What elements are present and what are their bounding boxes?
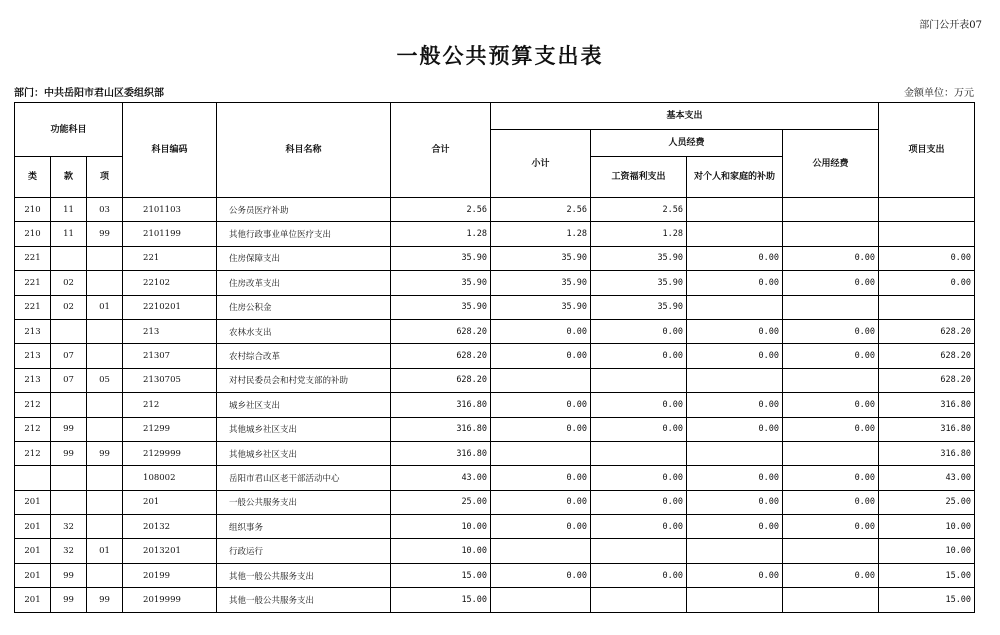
cell-total: 35.90	[391, 271, 491, 295]
cell-individual: 0.00	[687, 319, 783, 343]
cell-salary: 0.00	[591, 515, 687, 539]
cell-total: 43.00	[391, 466, 491, 490]
cell-public	[783, 368, 879, 392]
cell-subtotal: 2.56	[491, 198, 591, 222]
cell-name: 其他行政事业单位医疗支出	[217, 222, 391, 246]
cell-code: 21299	[123, 417, 217, 441]
cell-public: 0.00	[783, 271, 879, 295]
header-subject-code: 科目编码	[123, 103, 217, 198]
cell-kuan: 99	[51, 588, 87, 612]
cell-lei: 212	[15, 417, 51, 441]
cell-project: 43.00	[879, 466, 975, 490]
cell-kuan: 99	[51, 441, 87, 465]
cell-project: 25.00	[879, 490, 975, 514]
cell-code: 2129999	[123, 441, 217, 465]
table-row	[15, 539, 975, 563]
cell-lei: 210	[15, 198, 51, 222]
cell-subtotal	[491, 539, 591, 563]
cell-kuan: 99	[51, 417, 87, 441]
cell-kuan: 11	[51, 198, 87, 222]
cell-public	[783, 198, 879, 222]
cell-project: 628.20	[879, 344, 975, 368]
cell-individual	[687, 198, 783, 222]
cell-project: 15.00	[879, 563, 975, 587]
cell-kuan: 02	[51, 295, 87, 319]
cell-name: 对村民委员会和村党支部的补助	[217, 368, 391, 392]
cell-project: 316.80	[879, 441, 975, 465]
cell-xiang: 99	[87, 222, 123, 246]
cell-code: 2130705	[123, 368, 217, 392]
cell-kuan	[51, 246, 87, 270]
cell-individual: 0.00	[687, 417, 783, 441]
cell-subtotal: 0.00	[491, 344, 591, 368]
cell-salary	[591, 588, 687, 612]
cell-total: 10.00	[391, 539, 491, 563]
cell-lei: 201	[15, 539, 51, 563]
cell-salary: 35.90	[591, 271, 687, 295]
cell-kuan: 07	[51, 368, 87, 392]
cell-individual	[687, 441, 783, 465]
cell-subtotal: 0.00	[491, 563, 591, 587]
cell-subtotal	[491, 588, 591, 612]
cell-code: 21307	[123, 344, 217, 368]
cell-salary: 0.00	[591, 344, 687, 368]
cell-code: 212	[123, 393, 217, 417]
cell-code: 2013201	[123, 539, 217, 563]
cell-project: 0.00	[879, 246, 975, 270]
table-row	[15, 515, 975, 539]
cell-individual: 0.00	[687, 271, 783, 295]
cell-xiang	[87, 563, 123, 587]
table-row	[15, 344, 975, 368]
table-row	[15, 393, 975, 417]
cell-name: 岳阳市君山区老干部活动中心	[217, 466, 391, 490]
cell-lei: 210	[15, 222, 51, 246]
cell-subtotal: 0.00	[491, 490, 591, 514]
cell-salary: 0.00	[591, 490, 687, 514]
cell-salary: 35.90	[591, 246, 687, 270]
cell-total: 25.00	[391, 490, 491, 514]
cell-project	[879, 295, 975, 319]
cell-individual: 0.00	[687, 393, 783, 417]
header-total: 合计	[391, 103, 491, 198]
table-row	[15, 417, 975, 441]
table-row	[15, 563, 975, 587]
cell-kuan	[51, 490, 87, 514]
cell-subtotal	[491, 368, 591, 392]
cell-lei: 212	[15, 441, 51, 465]
cell-code: 108002	[123, 466, 217, 490]
cell-salary: 2.56	[591, 198, 687, 222]
header-lei: 类	[15, 157, 51, 198]
cell-code: 2210201	[123, 295, 217, 319]
cell-project: 10.00	[879, 515, 975, 539]
cell-subtotal: 0.00	[491, 417, 591, 441]
expenditure-table	[14, 102, 975, 613]
cell-xiang: 99	[87, 441, 123, 465]
cell-kuan: 11	[51, 222, 87, 246]
cell-individual	[687, 368, 783, 392]
cell-public	[783, 222, 879, 246]
cell-project: 316.80	[879, 393, 975, 417]
cell-name: 公务员医疗补助	[217, 198, 391, 222]
cell-code: 2101103	[123, 198, 217, 222]
page-title: 一般公共预算支出表	[396, 43, 604, 68]
cell-name: 农林水支出	[217, 319, 391, 343]
cell-project: 316.80	[879, 417, 975, 441]
cell-total: 316.80	[391, 393, 491, 417]
cell-total: 1.28	[391, 222, 491, 246]
header-func-subject: 功能科目	[15, 103, 123, 157]
cell-kuan	[51, 466, 87, 490]
cell-xiang: 05	[87, 368, 123, 392]
cell-name: 行政运行	[217, 539, 391, 563]
header-individual: 对个人和家庭的补助	[687, 157, 783, 198]
table-row	[15, 246, 975, 270]
cell-total: 2.56	[391, 198, 491, 222]
cell-xiang	[87, 246, 123, 270]
cell-salary: 0.00	[591, 393, 687, 417]
cell-subtotal: 0.00	[491, 319, 591, 343]
cell-total: 15.00	[391, 588, 491, 612]
cell-lei: 221	[15, 246, 51, 270]
cell-public: 0.00	[783, 515, 879, 539]
header-xiang: 项	[87, 157, 123, 198]
cell-xiang: 01	[87, 295, 123, 319]
cell-kuan: 99	[51, 563, 87, 587]
cell-lei: 213	[15, 344, 51, 368]
cell-name: 其他一般公共服务支出	[217, 563, 391, 587]
header-basic: 基本支出	[491, 103, 879, 130]
cell-public	[783, 588, 879, 612]
cell-public	[783, 441, 879, 465]
table-row	[15, 588, 975, 612]
cell-salary	[591, 539, 687, 563]
cell-individual	[687, 295, 783, 319]
cell-project	[879, 198, 975, 222]
amount-unit-label: 金额单位：万元	[904, 88, 974, 99]
cell-public: 0.00	[783, 344, 879, 368]
cell-subtotal	[491, 441, 591, 465]
header-personnel: 人员经费	[591, 130, 783, 157]
cell-individual	[687, 588, 783, 612]
header-subtotal: 小计	[491, 130, 591, 198]
table-body	[15, 198, 975, 613]
cell-salary: 35.90	[591, 295, 687, 319]
cell-name: 其他一般公共服务支出	[217, 588, 391, 612]
cell-xiang: 01	[87, 539, 123, 563]
cell-subtotal: 35.90	[491, 295, 591, 319]
cell-kuan: 32	[51, 515, 87, 539]
cell-project: 10.00	[879, 539, 975, 563]
cell-lei: 201	[15, 588, 51, 612]
cell-individual: 0.00	[687, 246, 783, 270]
cell-total: 15.00	[391, 563, 491, 587]
cell-salary: 0.00	[591, 563, 687, 587]
table-row	[15, 271, 975, 295]
cell-salary	[591, 441, 687, 465]
header-salary: 工资福利支出	[591, 157, 687, 198]
cell-name: 一般公共服务支出	[217, 490, 391, 514]
table-row	[15, 490, 975, 514]
cell-code: 2019999	[123, 588, 217, 612]
cell-public: 0.00	[783, 393, 879, 417]
cell-lei: 213	[15, 368, 51, 392]
cell-name: 其他城乡社区支出	[217, 417, 391, 441]
cell-xiang	[87, 515, 123, 539]
cell-subtotal: 1.28	[491, 222, 591, 246]
cell-total: 316.80	[391, 417, 491, 441]
cell-subtotal: 0.00	[491, 393, 591, 417]
header-subject-name: 科目名称	[217, 103, 391, 198]
cell-salary: 0.00	[591, 466, 687, 490]
cell-lei: 212	[15, 393, 51, 417]
cell-kuan: 07	[51, 344, 87, 368]
cell-individual	[687, 222, 783, 246]
header-public: 公用经费	[783, 130, 879, 198]
cell-salary: 1.28	[591, 222, 687, 246]
cell-lei	[15, 466, 51, 490]
cell-total: 628.20	[391, 319, 491, 343]
cell-subtotal: 0.00	[491, 466, 591, 490]
cell-total: 628.20	[391, 368, 491, 392]
cell-salary: 0.00	[591, 319, 687, 343]
form-code: 部门公开表07	[919, 20, 982, 31]
cell-xiang: 03	[87, 198, 123, 222]
cell-kuan	[51, 319, 87, 343]
cell-total: 316.80	[391, 441, 491, 465]
cell-public	[783, 295, 879, 319]
cell-project: 0.00	[879, 271, 975, 295]
cell-public	[783, 539, 879, 563]
cell-project: 628.20	[879, 319, 975, 343]
cell-code: 221	[123, 246, 217, 270]
department-label: 部门：中共岳阳市君山区委组织部	[14, 88, 164, 99]
cell-public: 0.00	[783, 563, 879, 587]
cell-individual: 0.00	[687, 490, 783, 514]
cell-project: 628.20	[879, 368, 975, 392]
cell-name: 组织事务	[217, 515, 391, 539]
table-row	[15, 368, 975, 392]
cell-subtotal: 35.90	[491, 271, 591, 295]
cell-code: 2101199	[123, 222, 217, 246]
cell-name: 其他城乡社区支出	[217, 441, 391, 465]
cell-xiang	[87, 319, 123, 343]
cell-code: 213	[123, 319, 217, 343]
table-row	[15, 466, 975, 490]
cell-subtotal: 0.00	[491, 515, 591, 539]
cell-kuan: 02	[51, 271, 87, 295]
cell-individual: 0.00	[687, 515, 783, 539]
cell-xiang	[87, 271, 123, 295]
cell-public: 0.00	[783, 319, 879, 343]
cell-name: 住房公积金	[217, 295, 391, 319]
cell-code: 22102	[123, 271, 217, 295]
header-project: 项目支出	[879, 103, 975, 198]
cell-individual: 0.00	[687, 344, 783, 368]
cell-code: 201	[123, 490, 217, 514]
cell-public: 0.00	[783, 490, 879, 514]
cell-salary: 0.00	[591, 417, 687, 441]
cell-project	[879, 222, 975, 246]
table-row	[15, 441, 975, 465]
cell-code: 20132	[123, 515, 217, 539]
cell-kuan	[51, 393, 87, 417]
table-row	[15, 222, 975, 246]
cell-total: 628.20	[391, 344, 491, 368]
cell-total: 10.00	[391, 515, 491, 539]
cell-lei: 201	[15, 563, 51, 587]
cell-xiang	[87, 417, 123, 441]
cell-xiang	[87, 393, 123, 417]
cell-code: 20199	[123, 563, 217, 587]
cell-salary	[591, 368, 687, 392]
cell-individual	[687, 539, 783, 563]
cell-lei: 201	[15, 490, 51, 514]
table-row	[15, 198, 975, 222]
cell-public: 0.00	[783, 246, 879, 270]
cell-lei: 213	[15, 319, 51, 343]
cell-lei: 201	[15, 515, 51, 539]
cell-name: 城乡社区支出	[217, 393, 391, 417]
cell-public: 0.00	[783, 466, 879, 490]
table-row	[15, 295, 975, 319]
cell-total: 35.90	[391, 246, 491, 270]
cell-lei: 221	[15, 271, 51, 295]
cell-project: 15.00	[879, 588, 975, 612]
cell-kuan: 32	[51, 539, 87, 563]
cell-individual: 0.00	[687, 563, 783, 587]
cell-individual: 0.00	[687, 466, 783, 490]
cell-lei: 221	[15, 295, 51, 319]
cell-xiang	[87, 490, 123, 514]
cell-name: 住房改革支出	[217, 271, 391, 295]
cell-xiang: 99	[87, 588, 123, 612]
cell-name: 农村综合改革	[217, 344, 391, 368]
cell-public: 0.00	[783, 417, 879, 441]
cell-total: 35.90	[391, 295, 491, 319]
cell-subtotal: 35.90	[491, 246, 591, 270]
cell-xiang	[87, 466, 123, 490]
table-row	[15, 319, 975, 343]
header-kuan: 款	[51, 157, 87, 198]
cell-xiang	[87, 344, 123, 368]
cell-name: 住房保障支出	[217, 246, 391, 270]
